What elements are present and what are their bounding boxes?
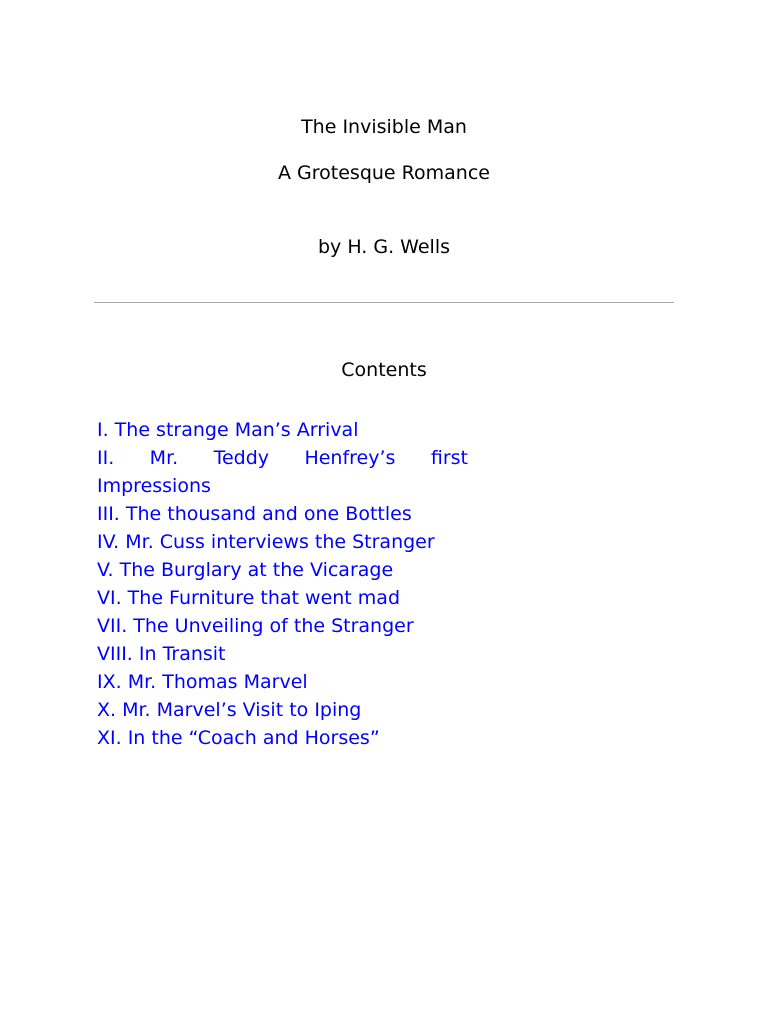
contents-heading: Contents: [341, 359, 427, 381]
toc-link-chapter-6[interactable]: VI. The Furniture that went mad: [97, 587, 400, 609]
horizontal-divider: [94, 302, 674, 303]
toc-link-chapter-4[interactable]: IV. Mr. Cuss interviews the Stranger: [97, 531, 435, 553]
toc-link-chapter-9[interactable]: IX. Mr. Thomas Marvel: [97, 671, 308, 693]
book-subtitle: A Grotesque Romance: [278, 162, 490, 184]
toc-link-chapter-10[interactable]: X. Mr. Marvel’s Visit to Iping: [97, 699, 362, 721]
table-of-contents: [97, 416, 468, 752]
toc-link-chapter-5[interactable]: V. The Burglary at the Vicarage: [97, 559, 394, 581]
toc-link-chapter-11[interactable]: XI. In the “Coach and Horses”: [97, 727, 380, 749]
toc-link-chapter-8[interactable]: VIII. In Transit: [97, 643, 226, 665]
toc-link-chapter-3[interactable]: III. The thousand and one Bottles: [97, 503, 412, 525]
book-title: The Invisible Man: [301, 116, 467, 138]
toc-link-chapter-2[interactable]: II. Mr. Teddy Henfrey’s first Impressions: [97, 447, 468, 497]
toc-link-chapter-7[interactable]: VII. The Unveiling of the Stranger: [97, 615, 414, 637]
book-author: by H. G. Wells: [318, 236, 450, 258]
toc-link-chapter-1[interactable]: I. The strange Man’s Arrival: [97, 419, 359, 441]
